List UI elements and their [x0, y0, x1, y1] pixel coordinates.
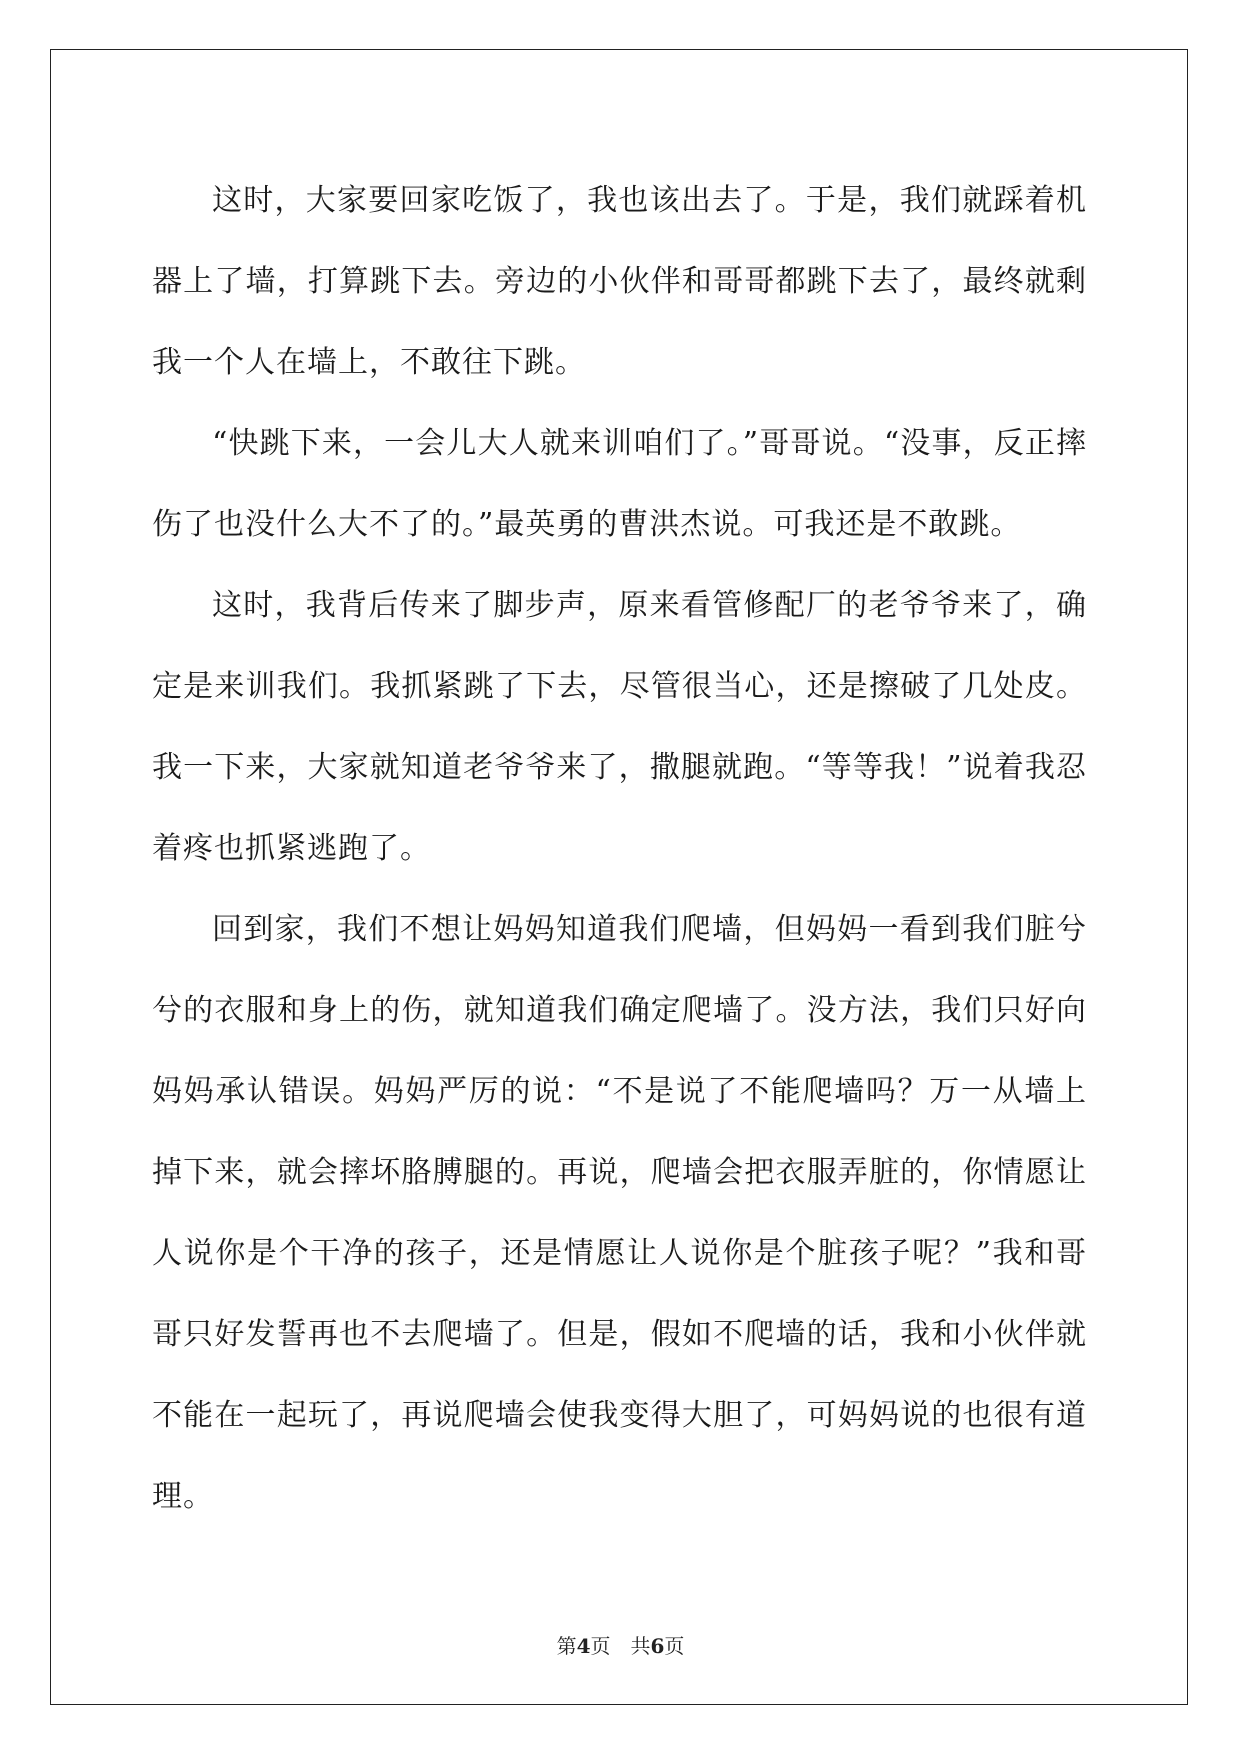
paragraph-4: 回到家，我们不想让妈妈知道我们爬墙，但妈妈一看到我们脏兮兮的衣服和身上的伤，就知道我们确定爬墙了。没方法，我们只好向妈妈承认错误。妈妈严厉的说：“不是说了不能爬墙吗？万一从墙上掉下来，就会摔坏胳膊腿的。再说，爬墙会把衣服弄脏的，你情愿让人说你是个干净的孩子，还是情愿让人说你是个脏孩子呢？”我和哥哥只好发誓再也不去爬墙了。但是，假如不爬墙的话，我和小伙伴就不能在一起玩了，再说爬墙会使我变得大胆了，可妈妈说的也很有道理。 [152, 912, 1087, 1514]
page-footer [0, 1630, 1241, 1659]
paragraph-3: 这时，我背后传来了脚步声，原来看管修配厂的老爷爷来了，确定是来训我们。我抓紧跳了下去，尽管很当心，还是擦破了几处皮。我一下来，大家就知道老爷爷来了，撒腿就跑。“等等我！”说着我忍着疼也抓紧逃跑了。 [152, 588, 1087, 866]
total-pages-number: 6 [650, 1634, 665, 1658]
document-body [152, 160, 1087, 1537]
paragraph-2: “快跳下来，一会儿大人就来训咱们了。”哥哥说。“没事，反正摔伤了也没什么大不了的。”最英勇的曹洪杰说。可我还是不敢跳。 [152, 426, 1087, 542]
page-prefix: 第 [556, 1634, 577, 1658]
current-page-number: 4 [576, 1634, 591, 1658]
total-suffix: 页 [664, 1634, 685, 1658]
total-prefix: 共 [630, 1634, 651, 1658]
page-suffix: 页 [590, 1634, 611, 1658]
paragraph-1: 这时，大家要回家吃饭了，我也该出去了。于是，我们就踩着机器上了墙，打算跳下去。旁边的小伙伴和哥哥都跳下去了，最终就剩我一个人在墙上，不敢往下跳。 [152, 183, 1087, 380]
